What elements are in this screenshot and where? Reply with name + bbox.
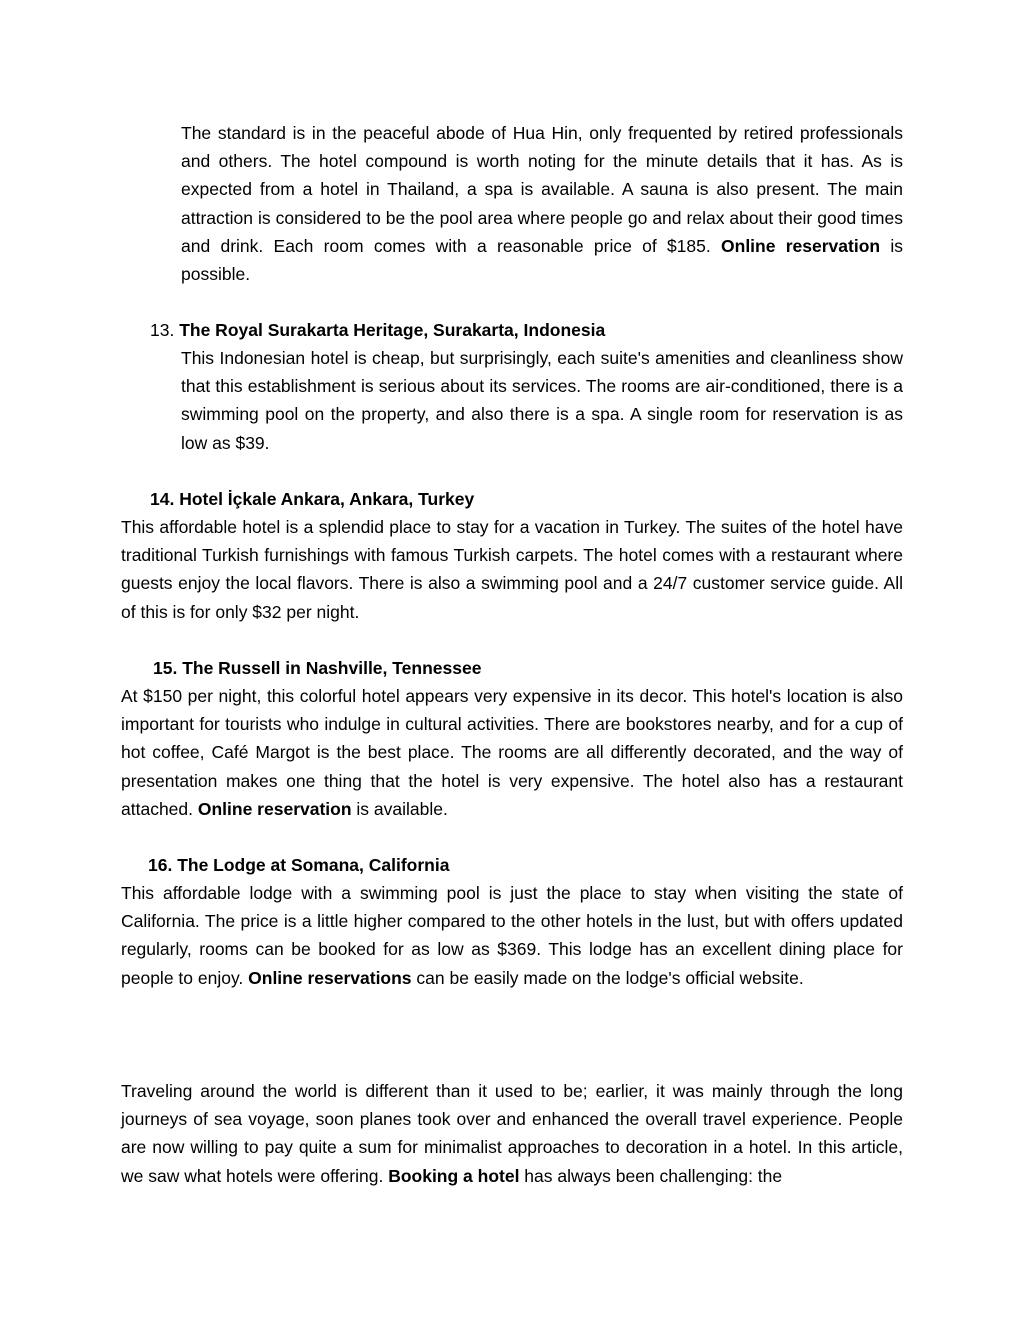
item-13-heading xyxy=(150,316,605,344)
item-13-body: This Indonesian hotel is cheap, but surprisingly, each suite's amenities and cleanliness show that this establishment is serious about its services. The rooms are air-conditioned, there is a swimming pool on the property, and also there is a spa. A single room for reservation is as low as $39. xyxy=(181,348,903,453)
online-reservations-bold: Online reservations xyxy=(248,967,412,988)
item-13-title: The Royal Surakarta Heritage, Surakarta, Indonesia xyxy=(179,320,606,340)
item-15-body xyxy=(121,682,903,823)
paragraph-text: The standard is in the peaceful abode of Hua Hin, only frequented by retired professionals and others. The hotel compound is worth noting for the minute details that it has. As is expected from a hotel in Thailand, a spa is available. A sauna is also present. The main attraction is considered to be the pool area where people go and relax about their good times and drink. Each room comes with a reasonable price of $185. xyxy=(181,123,903,256)
paragraph-text: is available. xyxy=(351,798,448,819)
paragraph-text: has always been challenging: the xyxy=(519,1165,783,1186)
conclusion-paragraph xyxy=(121,1077,903,1190)
item-13-number: 13. xyxy=(150,320,175,340)
online-reservation-bold: Online reservation xyxy=(721,235,881,256)
item-16-body xyxy=(121,879,903,992)
item-14-body: This affordable hotel is a splendid place to stay for a vacation in Turkey. The suites of the hotel have traditional Turkish furnishings with famous Turkish carpets. The hotel comes with a restaurant where guests enjoy the local flavors. There is also a swimming pool and a 24/7 customer service guide. All of this is for only $32 per night. xyxy=(121,517,903,622)
online-reservation-bold: Online reservation xyxy=(197,798,352,819)
paragraph-text: can be easily made on the lodge's official website. xyxy=(411,967,804,988)
item-16-heading: 16. The Lodge at Somana, California xyxy=(148,855,450,875)
paragraph-text: At $150 per night, this colorful hotel appears very expensive in its decor. This hotel's location is also important for tourists who indulge in cultural activities. There are bookstores nearby, and for a cup of hot coffee, Café Margot is the best place. The rooms are all differently decorated, and the way of presentation makes one thing that the hotel is very expensive. The hotel also has a restaurant attached. xyxy=(121,686,903,819)
booking-a-hotel-bold: Booking a hotel xyxy=(388,1165,520,1186)
item-14-heading: 14. Hotel İçkale Ankara, Ankara, Turkey xyxy=(150,489,475,509)
item-15-heading: 15. The Russell in Nashville, Tennessee xyxy=(153,658,482,678)
paragraph-text: is possible. xyxy=(181,235,903,285)
paragraph-text: Traveling around the world is different than it used to be; earlier, it was mainly through the long journeys of sea voyage, soon planes took over and enhanced the overall travel experience. People are now willing to pay quite a sum for minimalist approaches to decoration in a hotel. In this article, we saw what hotels were offering. xyxy=(121,1081,903,1186)
paragraph-text: This affordable lodge with a swimming pool is just the place to stay when visiting the state of California. The price is a little higher compared to the other hotels in the lust, but with offers updated regularly, rooms can be booked for as low as $369. This lodge has an excellent dining place for people to enjoy. xyxy=(121,883,903,988)
hua-hin-paragraph xyxy=(181,119,903,288)
